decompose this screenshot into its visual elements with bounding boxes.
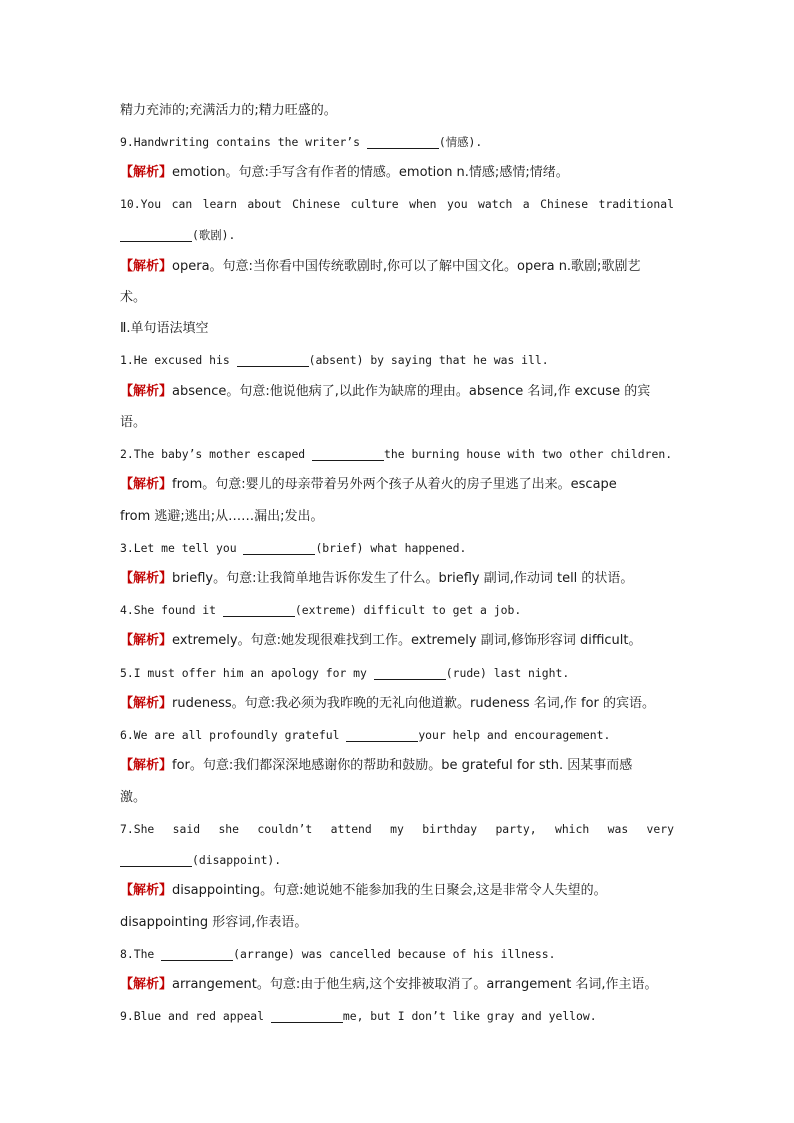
explanation-line: 【解析】for。句意:我们都深深地感谢你的帮助和鼓励。be grateful for sth. 因某事而感 [120,758,633,773]
answer-blank [120,852,192,867]
exercise-item: 7.She said she couldn’t attend my birthday party, which was very [120,822,674,836]
analysis-tag: 【解析】 [120,696,173,711]
analysis-tag: 【解析】 [120,384,173,399]
analysis-tag: 【解析】 [120,571,173,586]
exercise-item-continued: (歌剧). [120,224,674,246]
exercise-item: 3.Let me tell you (brief) what happened. [120,541,467,555]
text-line: 精力充沛的;充满活力的;精力旺盛的。 [120,103,337,118]
answer-blank [374,665,446,680]
answer-blank [223,602,295,617]
answer-blank [346,727,418,742]
exercise-item: 1.He excused his (absent) by saying that he was ill. [120,353,549,367]
explanation-line: 【解析】opera。句意:当你看中国传统歌剧时,你可以了解中国文化。opera n.歌剧;歌剧艺 [120,259,641,274]
analysis-tag: 【解析】 [120,883,173,898]
exercise-item: 10.You can learn about Chinese culture when you watch a Chinese traditional [120,197,674,211]
text-line: 术。 [120,290,147,305]
analysis-tag: 【解析】 [120,165,173,180]
explanation-line: 【解析】from。句意:婴儿的母亲带着另外两个孩子从着火的房子里逃了出来。escape [120,477,617,492]
analysis-tag: 【解析】 [120,477,173,492]
answer-blank [271,1008,343,1023]
answer-blank [161,946,233,961]
explanation-line: 【解析】emotion。句意:手写含有作者的情感。emotion n.情感;感情;情绪。 [120,165,569,180]
answer-blank [120,227,192,242]
exercise-item: 6.We are all profoundly grateful your help and encouragement. [120,728,611,742]
answer-blank [367,134,439,149]
explanation-line: 【解析】extremely。句意:她发现很难找到工作。extremely 副词,修饰形容词 difficult。 [120,633,642,648]
analysis-tag: 【解析】 [120,758,173,773]
text-line: 语。 [120,415,147,430]
analysis-tag: 【解析】 [120,259,173,274]
exercise-item-continued: (disappoint). [120,849,674,871]
exercise-item: 9.Blue and red appeal me, but I don’t like gray and yellow. [120,1009,597,1023]
exercise-item: 8.The (arrange) was cancelled because of his illness. [120,947,556,961]
answer-blank [312,446,384,461]
answer-blank [243,540,315,555]
answer-blank [237,352,309,367]
analysis-tag: 【解析】 [120,977,173,992]
exercise-item: 5.I must offer him an apology for my (rude) last night. [120,666,570,680]
explanation-line: 【解析】arrangement。句意:由于他生病,这个安排被取消了。arrangement 名词,作主语。 [120,977,658,992]
section-heading: Ⅱ.单句语法填空 [120,321,209,336]
text-line: disappointing 形容词,作表语。 [120,915,308,930]
explanation-line: 【解析】rudeness。句意:我必须为我昨晚的无礼向他道歉。rudeness 名词,作 for 的宾语。 [120,696,656,711]
explanation-line: 【解析】disappointing。句意:她说她不能参加我的生日聚会,这是非常令人失望的。 [120,883,607,898]
exercise-item: 4.She found it (extreme) difficult to get a job. [120,603,522,617]
text-line: 激。 [120,790,147,805]
text-line: from 逃避;逃出;从……漏出;发出。 [120,509,324,524]
exercise-item: 2.The baby’s mother escaped the burning house with two other children. [120,447,673,461]
analysis-tag: 【解析】 [120,633,173,648]
explanation-line: 【解析】absence。句意:他说他病了,以此作为缺席的理由。absence 名词,作 excuse 的宾 [120,384,651,399]
exercise-item: 9.Handwriting contains the writer’s (情感). [120,135,483,149]
explanation-line: 【解析】briefly。句意:让我简单地告诉你发生了什么。briefly 副词,作动词 tell 的状语。 [120,571,634,586]
